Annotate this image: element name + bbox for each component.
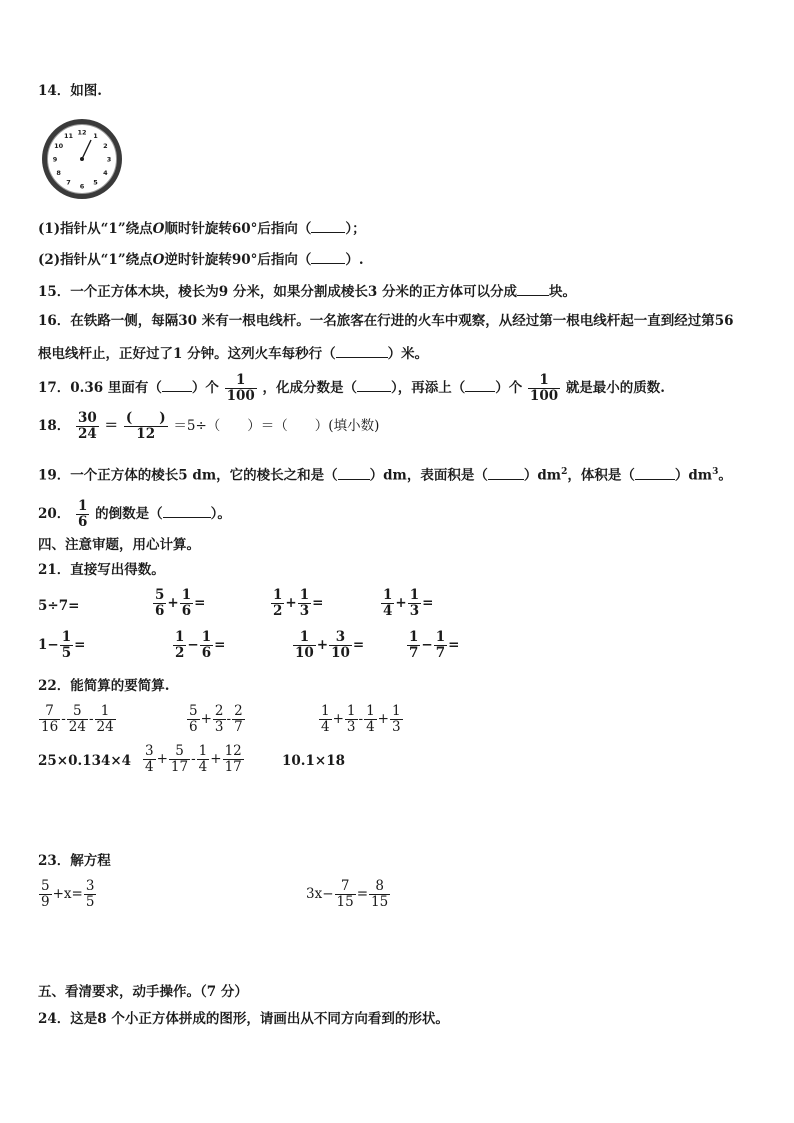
q18: 18． $\frac{30}{24}$ ＝ $\frac{( )}{12}$ ＝5÷（ ）＝（ ）(填小数) [38, 410, 380, 442]
q21-r1c4: $\frac{1}{4}$ + $\frac{1}{3}$ = [383, 587, 434, 619]
q22-expr5: $\frac{3}{4}$ + $\frac{5}{17}$ - $\frac{1}{4}$ + $\frac{12}{17}$ [145, 743, 242, 775]
q22-expr4: 25×0.134×4 [38, 753, 132, 769]
q23-eq1: $\frac{5}{9}$ +x= $\frac{3}{5}$ [41, 878, 95, 910]
clock-number: 7 [66, 178, 71, 187]
clock-number: 1 [93, 131, 98, 140]
clock-icon [38, 117, 126, 201]
clock-number: 8 [56, 168, 61, 177]
q19: 19．一个正方体的棱长5 dm，它的棱长之和是（ ）dm，表面积是（ ）$dm^2$，体积是（ ）$dm^3$。 [38, 463, 732, 485]
answer-blank[interactable] [465, 377, 495, 392]
q21-r1c2: $\frac{5}{6}$ + $\frac{1}{6}$ = [155, 587, 206, 619]
q14-part2: (2)指针从“1”绕点O逆时针旋转90°后指向（ ）. [38, 249, 364, 269]
answer-blank[interactable] [517, 281, 549, 296]
q21-r1c3: $\frac{1}{2}$ + $\frac{1}{3}$ = [273, 587, 324, 619]
answer-blank[interactable] [357, 377, 391, 392]
clock-number: 5 [93, 178, 98, 187]
q22-title: 22．能简算的要简算. [38, 678, 170, 694]
answer-blank[interactable] [162, 377, 192, 392]
q22-expr6: 10.1×18 [282, 753, 345, 769]
answer-blank[interactable] [311, 218, 345, 233]
q14-title: 14．如图. [38, 83, 102, 99]
q23-title: 23．解方程 [38, 853, 111, 869]
q23-eq2: 3x− $\frac{7}{15}$ = $\frac{8}{15}$ [306, 878, 389, 910]
clock-number: 12 [77, 128, 87, 137]
q22-expr1: $\frac{7}{16}$ - $\frac{5}{24}$ - $\frac{1}{24}$ [41, 703, 114, 735]
q24: 24．这是8 个小正方体拼成的图形，请画出从不同方向看到的形状。 [38, 1011, 449, 1027]
answer-blank[interactable] [488, 465, 524, 480]
answer-blank[interactable] [311, 249, 345, 264]
q20: 20． $\frac{1}{6}$ 的倒数是（ ）。 [38, 498, 231, 530]
clock-number: 11 [63, 131, 74, 140]
q21-r2c1: 1− $\frac{1}{5}$ = [38, 629, 86, 661]
clock-number: 6 [79, 182, 85, 191]
answer-blank[interactable] [635, 465, 675, 480]
clock-number: 3 [106, 155, 112, 164]
answer-blank[interactable] [336, 343, 388, 358]
answer-blank[interactable] [163, 503, 211, 518]
q16-line2: 根电线杆止，正好过了1 分钟。这列火车每秒行（ ）米。 [38, 343, 428, 363]
q21-r2c4: $\frac{1}{7}$ − $\frac{1}{7}$ = [409, 629, 460, 661]
q17: 17．0.36 里面有（ ）个 $\frac{1}{100}$ ，化成分数是（ ），再添上（ ）个 $\frac{1}{100}$ 就是最小的质数. [38, 372, 666, 404]
answer-blank[interactable] [338, 465, 370, 480]
q21-r1c1: 5÷7= [38, 598, 80, 614]
clock-number: 2 [103, 141, 108, 150]
q21-r2c3: $\frac{1}{10}$ + $\frac{3}{10}$ = [295, 629, 365, 661]
section-5-heading: 五、看清要求，动手操作。（7 分） [38, 984, 248, 1000]
q21-title: 21．直接写出得数。 [38, 562, 165, 578]
clock-number: 9 [52, 155, 58, 164]
q22-expr3: $\frac{1}{4}$ + $\frac{1}{3}$ - $\frac{1}{4}$ + $\frac{1}{3}$ [321, 703, 401, 735]
q16-line1: 16．在铁路一侧，每隔30 米有一根电线杆。一名旅客在行进的火车中观察，从经过第一根电线杆起一直到经过第56 [38, 313, 734, 329]
q15: 15．一个正方体木块，棱长为9 分米，如果分割成棱长3 分米的正方体可以分成 块。 [38, 281, 576, 301]
q21-r2c2: $\frac{1}{2}$ − $\frac{1}{6}$ = [175, 629, 226, 661]
clock-number: 4 [103, 168, 108, 177]
q22-expr2: $\frac{5}{6}$ + $\frac{2}{3}$ - $\frac{2}{7}$ [189, 703, 243, 735]
section-4-heading: 四、注意审题，用心计算。 [38, 537, 200, 553]
q14-part1: (1)指针从“1”绕点O顺时针旋转60°后指向（ ）； [38, 218, 366, 238]
clock-number: 10 [54, 141, 64, 150]
